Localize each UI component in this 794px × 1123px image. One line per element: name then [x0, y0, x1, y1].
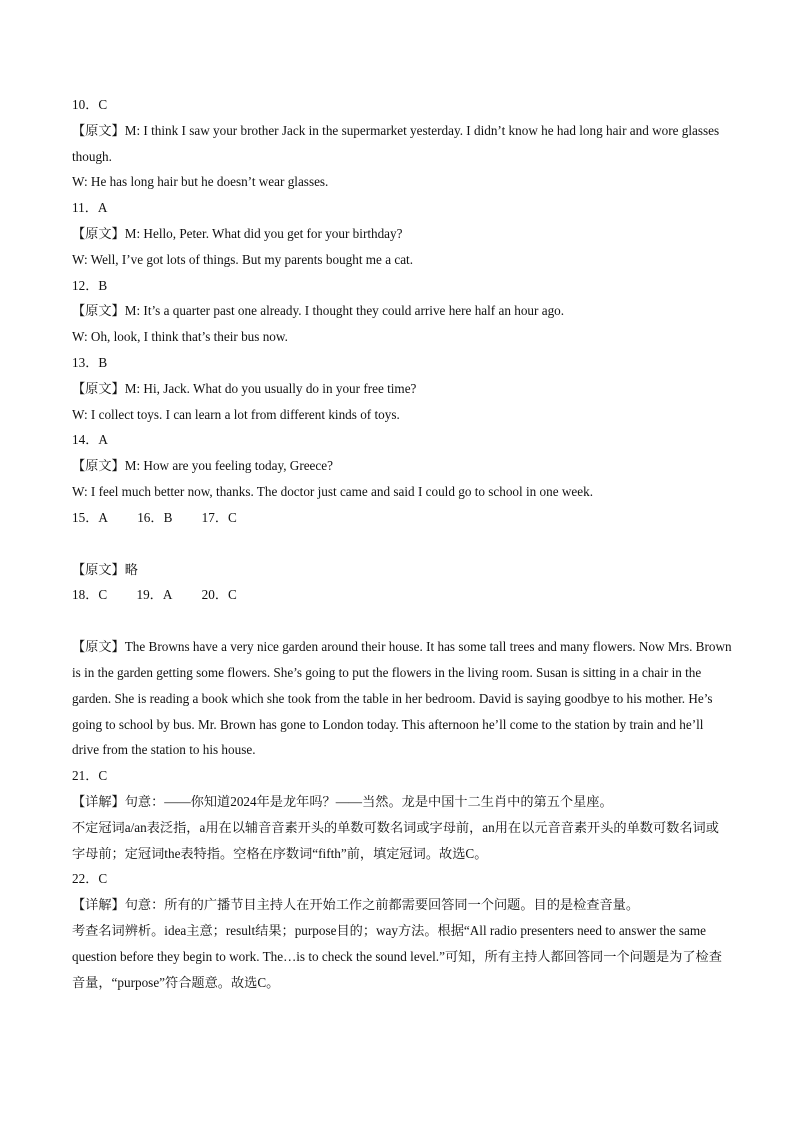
answer-18: 18．C — [72, 587, 108, 603]
answer-key-content — [72, 92, 732, 995]
transcript-12-w: W: Oh, look, I think that’s their bus now. — [72, 329, 288, 345]
answer-10: 10．C — [72, 97, 108, 112]
answers-18-20 — [72, 582, 732, 608]
detail-22: 【详解】句意：所有的广播节目主持人在开始工作之前都需要回答同一个问题。目的是检查音量。 — [72, 897, 640, 913]
explanation-21: 不定冠词a/an表泛指，a用在以辅音音素开头的单数可数名词或字母前，an用在以元音音素开头的单数可数名词或字母前；定冠词the表特指。空格在序数词“fifth”前，填定冠词。故选C。 — [72, 819, 719, 861]
transcript-15-17: 【原文】略 — [72, 561, 138, 577]
spacer — [72, 531, 732, 557]
transcript-10-w: W: He has long hair but he doesn’t wear glasses. — [72, 174, 329, 190]
transcript-12-m: 【原文】M: It’s a quarter past one already. I thought they could arrive here half an hour ago. — [72, 303, 565, 319]
answer-17: 17．C — [201, 509, 237, 525]
transcript-13-m: 【原文】M: Hi, Jack. What do you usually do in your free time? — [72, 380, 417, 396]
answer-12: 12．B — [72, 277, 108, 293]
transcript-14-w: W: I feel much better now, thanks. The doctor just came and said I could go to school in one week. — [72, 483, 594, 499]
answer-21: 21．C — [72, 768, 108, 784]
answer-11: 11．A — [72, 200, 108, 216]
answer-16: 16．B — [137, 509, 173, 525]
answer-14: 14．A — [72, 432, 108, 448]
answers-15-17 — [72, 505, 732, 531]
explanation-22: 考查名词辨析。idea主意；result结果；purpose目的；way方法。根据“All radio presenters need to answer the same question before they begin to work. The…is to check the sound level.”可知，所有主持人都回答同一个问题是为了检查音量，“purpose”符合题意。故选C。 — [72, 922, 722, 990]
answer-20: 20．C — [201, 587, 237, 603]
transcript-11-m: 【原文】M: Hello, Peter. What did you get for your birthday? — [72, 225, 403, 241]
detail-21: 【详解】句意：——你知道2024年是龙年吗？——当然。龙是中国十二生肖中的第五个星座。 — [72, 793, 613, 809]
answer-19: 19．A — [136, 587, 173, 603]
answer-22: 22．C — [72, 871, 108, 887]
answer-15: 15．A — [72, 509, 108, 525]
transcript-13-w: W: I collect toys. I can learn a lot from different kinds of toys. — [72, 406, 400, 422]
spacer — [72, 608, 732, 634]
transcript-11-w: W: Well, I’ve got lots of things. But my parents bought me a cat. — [72, 251, 414, 267]
transcript-10-m: 【原文】M: I think I saw your brother Jack in the supermarket yesterday. I didn’t know he had long hair and wore glasses though. — [72, 122, 720, 164]
transcript-18-20-passage: 【原文】The Browns have a very nice garden around their house. It has some tall trees and many flowers. Now Mrs. Brown is in the garden getting some flowers. She’s going to put the flowers in the living room. Susan is sitting in a chair in the garden. She is reading a book which she took from the table in her bedroom. David is saying goodbye to his mother. He’s going to school by bus. Mr. Brown has gone to London today. This afternoon he’ll come to the station by train and he’ll drive from the station to his house. — [72, 639, 732, 758]
transcript-14-m: 【原文】M: How are you feeling today, Greece? — [72, 458, 333, 474]
answer-13: 13．B — [72, 354, 108, 370]
